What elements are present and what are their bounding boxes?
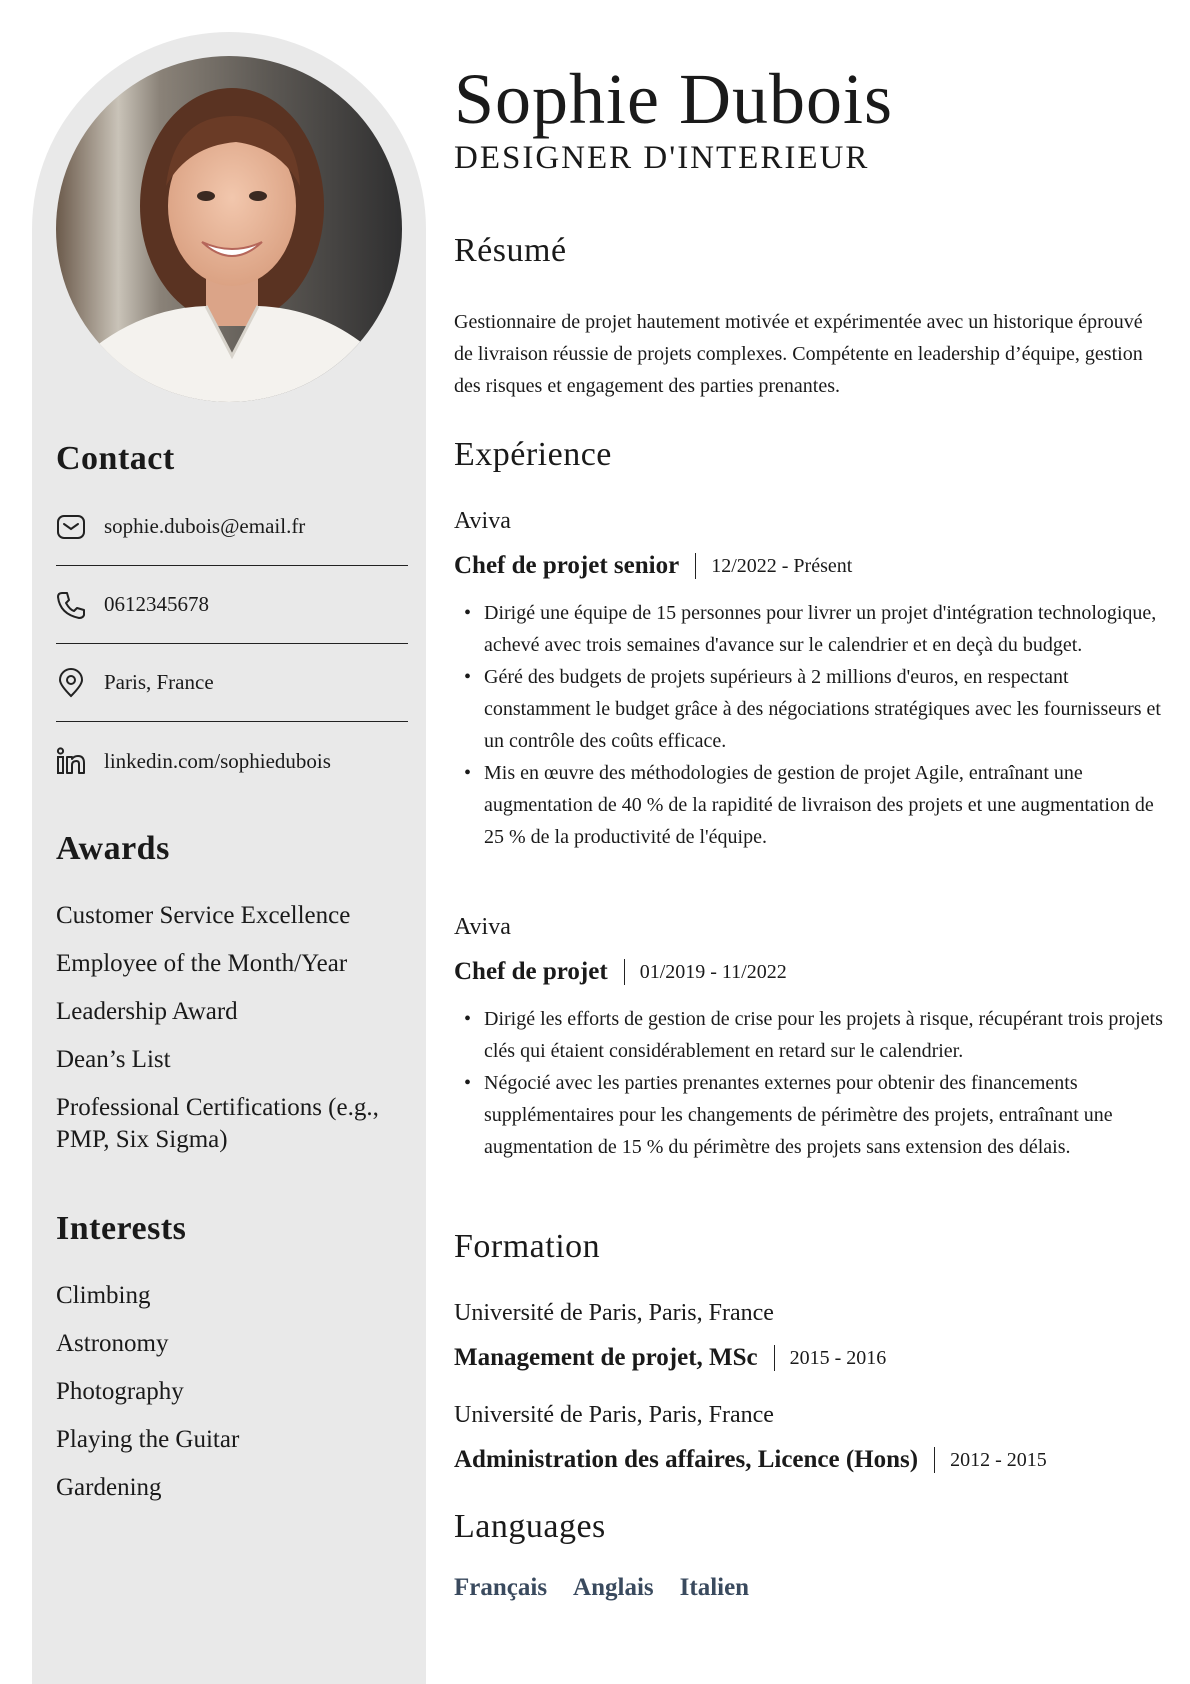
award-item: Customer Service Excellence (56, 902, 351, 929)
job-bullets (454, 597, 1166, 853)
education-heading: Formation (454, 1228, 601, 1265)
award-item: Professional Certifications (e.g., PMP, Six Sigma) (56, 1094, 379, 1153)
job-company: Aviva (454, 508, 511, 534)
job-dates: 12/2022 - Présent (711, 554, 853, 577)
contact-heading: Contact (56, 440, 175, 477)
location-pin-icon (56, 668, 86, 698)
linkedin-text: linkedin.com/sophiedubois (104, 748, 331, 773)
interest-item: Playing the Guitar (56, 1426, 240, 1453)
interests-list (56, 1280, 416, 1520)
job-role: DESIGNER D'INTERIEUR (454, 140, 870, 176)
job-title-line (454, 552, 852, 580)
education-degree: Administration des affaires, Licence (Hons) (454, 1446, 919, 1473)
phone-icon (56, 590, 86, 620)
interest-item: Photography (56, 1378, 184, 1405)
contact-phone[interactable] (56, 566, 408, 644)
contact-location (56, 644, 408, 722)
education-school: Université de Paris, Paris, France (454, 1402, 774, 1428)
education-school: Université de Paris, Paris, France (454, 1300, 774, 1326)
interests-heading: Interests (56, 1210, 187, 1247)
contact-email[interactable] (56, 488, 408, 566)
bullet-item: • Dirigé les efforts de gestion de crise pour les projets à risque, récupérant trois projets clés qui étaient considérablement en retard sur le calendrier. (484, 1003, 1166, 1067)
awards-list (56, 900, 416, 1172)
bullet-item: • Dirigé une équipe de 15 personnes pour livrer un projet d'intégration technologique, achevé avec trois semaines d'avance sur le calendrier et en deçà du budget. (484, 597, 1166, 661)
award-item: Employee of the Month/Year (56, 950, 348, 977)
interest-item: Gardening (56, 1474, 162, 1501)
phone-text: 0612345678 (104, 592, 209, 616)
resume-heading: Résumé (454, 232, 567, 269)
interest-item: Astronomy (56, 1330, 169, 1357)
award-item: Dean’s List (56, 1046, 171, 1073)
job-title-line (454, 958, 787, 986)
job-dates: 01/2019 - 11/2022 (639, 960, 787, 983)
language-item: Anglais (573, 1574, 654, 1601)
divider (695, 553, 696, 579)
education-degree-line (454, 1446, 1047, 1474)
bullet-item: • Négocié avec les parties prenantes externes pour obtenir des financements supplémentaires pour les changements de périmètre des projets, entraînant une augmentation de 15 % du périmètre des projets sans extension des délais. (484, 1067, 1166, 1163)
award-item: Leadership Award (56, 998, 238, 1025)
location-text: Paris, France (104, 670, 214, 694)
education-dates: 2015 - 2016 (789, 1346, 887, 1369)
awards-heading: Awards (56, 830, 170, 867)
person-name: Sophie Dubois (454, 59, 894, 139)
language-item: Français (454, 1574, 548, 1601)
job-title: Chef de projet (454, 958, 608, 985)
languages-heading: Languages (454, 1508, 606, 1545)
education-degree: Management de projet, MSc (454, 1344, 758, 1371)
bullet-item: • Mis en œuvre des méthodologies de gestion de projet Agile, entraînant une augmentation de 40 % de la rapidité de livraison des projets et une augmentation de 25 % de la productivité de l'équipe. (484, 757, 1166, 853)
education-degree-line (454, 1344, 886, 1372)
mail-icon (56, 512, 86, 542)
job-company: Aviva (454, 914, 511, 940)
interest-item: Climbing (56, 1282, 151, 1309)
education-dates: 2012 - 2015 (950, 1448, 1047, 1471)
divider (774, 1345, 775, 1371)
bullet-item: • Géré des budgets de projets supérieurs à 2 millions d'euros, en respectant constamment le budget grâce à des négociations stratégiques avec les fournisseurs et un contrôle des coûts efficace. (484, 661, 1166, 757)
linkedin-icon (56, 746, 86, 776)
resume-text: Gestionnaire de projet hautement motivée et expérimentée avec un historique éprouvé de livraison réussie de projets complexes. Compétente en leadership d’équipe, gestion des risques et engagement des parties prenantes. (454, 311, 1143, 397)
job-title: Chef de projet senior (454, 552, 680, 579)
languages-list (454, 1574, 775, 1602)
language-item: Italien (679, 1574, 750, 1601)
contact-linkedin[interactable] (56, 722, 408, 800)
profile-photo (56, 56, 402, 402)
divider (624, 959, 625, 985)
job-bullets (454, 1003, 1166, 1163)
divider (934, 1447, 935, 1473)
email-text: sophie.dubois@email.fr (104, 514, 306, 538)
experience-heading: Expérience (454, 436, 612, 473)
